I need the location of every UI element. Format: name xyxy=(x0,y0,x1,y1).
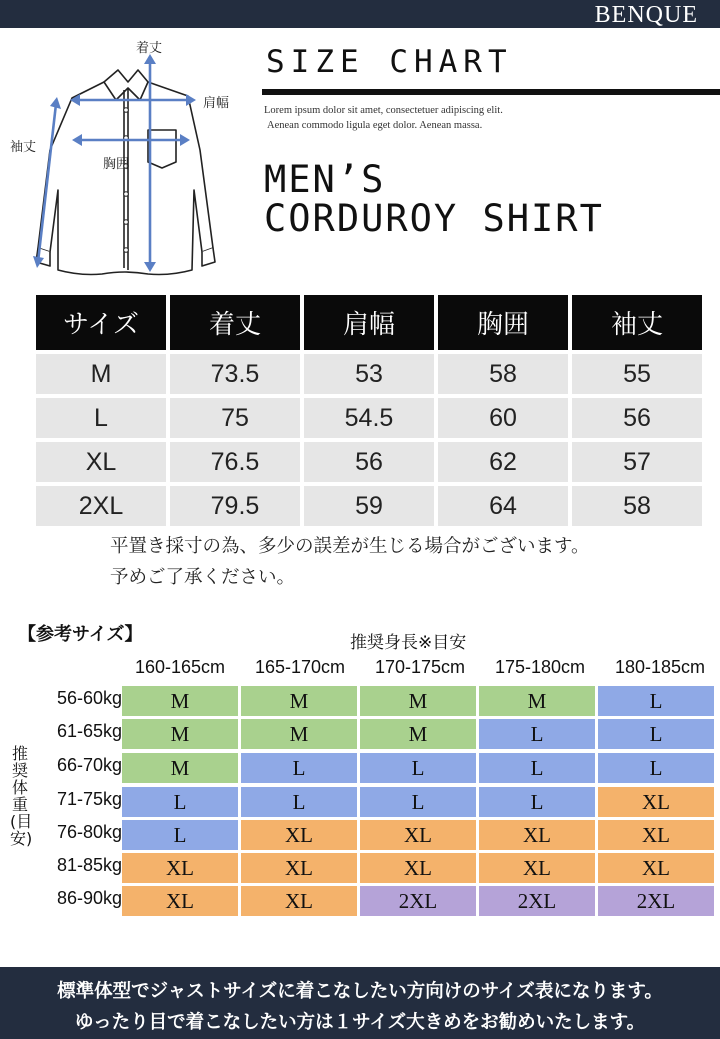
grid-cell: M xyxy=(360,686,476,716)
product-title-line-1: MEN’S xyxy=(264,158,386,201)
grid-cell: M xyxy=(122,686,238,716)
weight-header: 76-80kg xyxy=(56,822,122,842)
table-row xyxy=(36,486,702,526)
grid-cell: 2XL xyxy=(360,886,476,916)
grid-cell: XL xyxy=(241,820,357,850)
footer-line-2: ゆったり目で着こなしたい方は１サイズ大きめをお勧めいたします。 xyxy=(74,1012,646,1033)
grid-cell: XL xyxy=(241,853,357,883)
header-shoulder: 肩幅 xyxy=(304,295,434,350)
table-cell: 57 xyxy=(572,442,702,482)
table-cell: 56 xyxy=(304,442,434,482)
grid-cell: L xyxy=(479,787,595,817)
grid-cell: 2XL xyxy=(598,886,714,916)
table-row xyxy=(36,354,702,394)
height-header: 175-180cm xyxy=(494,657,586,677)
height-caption: 推奨身長※目安 xyxy=(350,633,467,653)
table-cell: 58 xyxy=(438,354,568,394)
lorem-line-1: Lorem ipsum dolor sit amet, consectetuer adipiscing elit. xyxy=(264,105,503,116)
table-cell: 73.5 xyxy=(170,354,300,394)
table-cell: 58 xyxy=(572,486,702,526)
table-cell: 76.5 xyxy=(170,442,300,482)
table-row xyxy=(36,442,702,482)
table-cell: 64 xyxy=(438,486,568,526)
grid-cell: XL xyxy=(598,853,714,883)
table-cell: XL xyxy=(36,442,166,482)
table-row xyxy=(36,398,702,438)
height-header: 180-185cm xyxy=(614,657,706,677)
weight-header: 71-75kg xyxy=(56,789,122,809)
grid-cell: M xyxy=(122,719,238,749)
diagram-label-chest: 胸囲 xyxy=(103,157,130,172)
footer-line-1: 標準体型でジャストサイズに着こなしたい方向けのサイズ表になります。 xyxy=(57,981,663,1002)
header-sleeve: 袖丈 xyxy=(572,295,702,350)
table-cell: 54.5 xyxy=(304,398,434,438)
table-cell: 2XL xyxy=(36,486,166,526)
height-header: 165-170cm xyxy=(254,657,346,677)
grid-cell: L xyxy=(122,787,238,817)
diagram-label-length: 着丈 xyxy=(136,41,163,56)
grid-cell: XL xyxy=(479,853,595,883)
weight-header: 66-70kg xyxy=(56,755,122,775)
measurement-note-line-2: 予めご了承ください。 xyxy=(110,567,296,588)
table-cell: 79.5 xyxy=(170,486,300,526)
grid-cell: XL xyxy=(360,853,476,883)
grid-cell: XL xyxy=(360,820,476,850)
size-table-header-row xyxy=(36,295,702,350)
table-cell: L xyxy=(36,398,166,438)
grid-cell: L xyxy=(241,753,357,783)
grid-cell: M xyxy=(241,686,357,716)
grid-cell: XL xyxy=(122,853,238,883)
grid-cell: XL xyxy=(598,820,714,850)
weight-header: 81-85kg xyxy=(56,855,122,875)
table-cell: M xyxy=(36,354,166,394)
grid-cell: M xyxy=(241,719,357,749)
footer-bar xyxy=(0,967,720,1039)
header-length: 着丈 xyxy=(170,295,300,350)
grid-cell: L xyxy=(598,686,714,716)
reference-size-title: 【参考サイズ】 xyxy=(18,624,143,645)
header-chest: 胸囲 xyxy=(438,295,568,350)
table-cell: 55 xyxy=(572,354,702,394)
header-bar xyxy=(0,0,720,28)
title-divider xyxy=(262,89,720,95)
weight-header: 56-60kg xyxy=(56,688,122,708)
diagram-label-shoulder: 肩幅 xyxy=(203,96,230,111)
height-header: 160-165cm xyxy=(134,657,226,677)
table-cell: 59 xyxy=(304,486,434,526)
grid-cell: XL xyxy=(598,787,714,817)
lorem-line-2: Aenean commodo ligula eget dolor. Aenean massa. xyxy=(267,120,483,131)
table-cell: 75 xyxy=(170,398,300,438)
grid-cell: L xyxy=(479,753,595,783)
grid-cell: XL xyxy=(479,820,595,850)
table-cell: 62 xyxy=(438,442,568,482)
grid-cell: M xyxy=(360,719,476,749)
brand-logo: BENQUE xyxy=(594,2,698,28)
grid-cell: L xyxy=(360,787,476,817)
grid-cell: L xyxy=(122,820,238,850)
diagram-label-sleeve: 袖丈 xyxy=(10,140,37,155)
product-title-line-2: CORDUROY SHIRT xyxy=(264,197,604,240)
size-chart-title: SIZE CHART xyxy=(266,44,513,80)
table-cell: 56 xyxy=(572,398,702,438)
grid-cell: L xyxy=(241,787,357,817)
weight-header: 61-65kg xyxy=(56,721,122,741)
grid-cell: XL xyxy=(241,886,357,916)
grid-cell: M xyxy=(479,686,595,716)
header-size: サイズ xyxy=(36,295,166,350)
grid-cell: M xyxy=(122,753,238,783)
grid-cell: L xyxy=(360,753,476,783)
size-table xyxy=(32,291,706,530)
table-cell: 60 xyxy=(438,398,568,438)
grid-cell: XL xyxy=(122,886,238,916)
table-cell: 53 xyxy=(304,354,434,394)
measurement-note-line-1: 平置き採寸の為、多少の誤差が生じる場合がございます。 xyxy=(110,536,590,557)
grid-cell: L xyxy=(479,719,595,749)
grid-cell: L xyxy=(598,753,714,783)
weight-header: 86-90kg xyxy=(56,888,122,908)
weight-caption: 推奨体重(目安) xyxy=(10,744,33,848)
height-header: 170-175cm xyxy=(374,657,466,677)
grid-cell: 2XL xyxy=(479,886,595,916)
grid-cell: L xyxy=(598,719,714,749)
